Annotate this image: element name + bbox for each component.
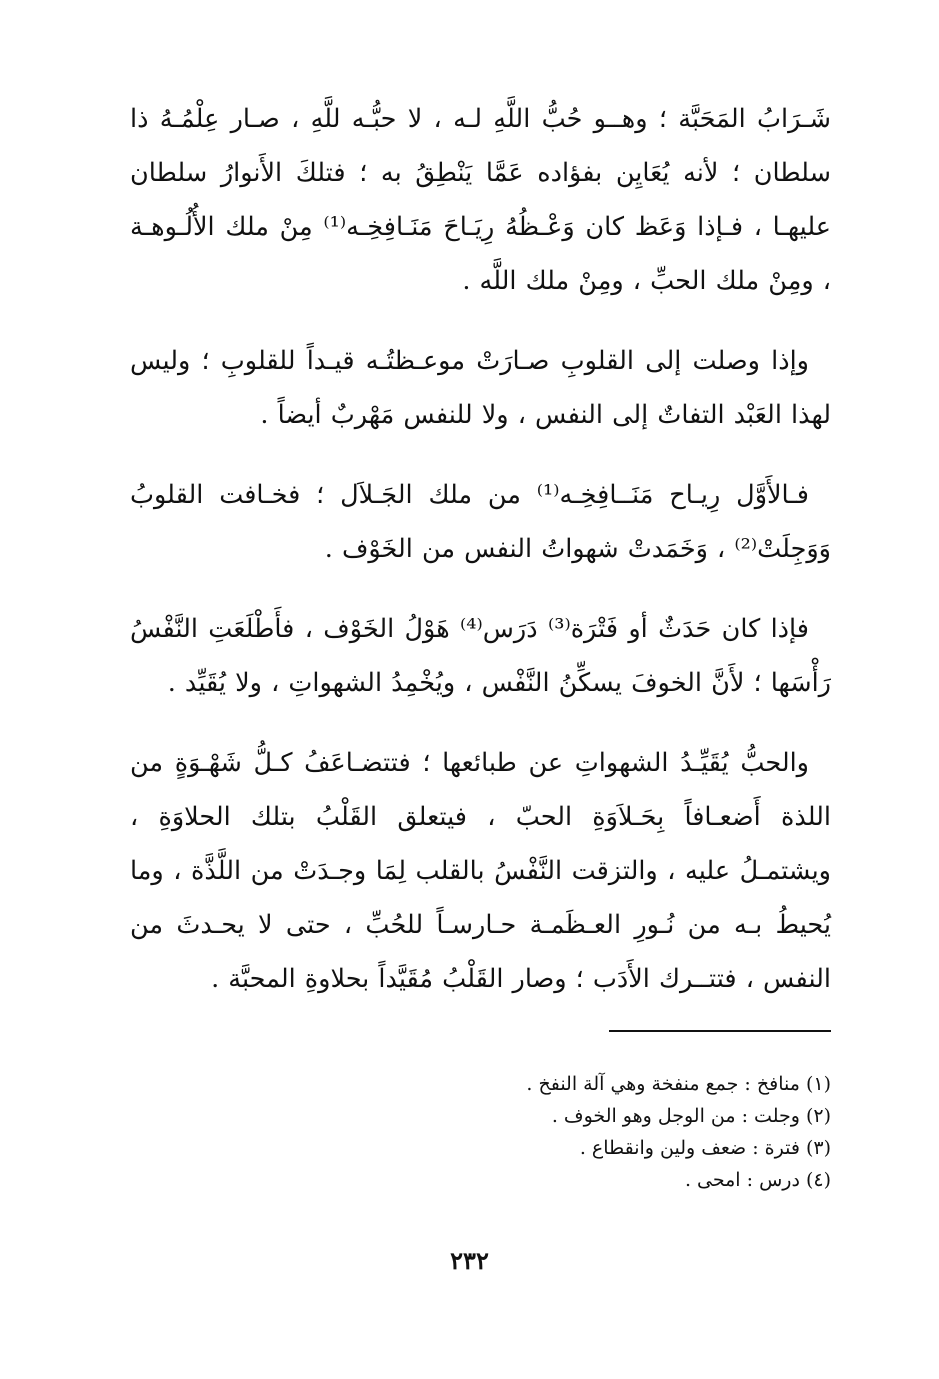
paragraph-5: والحبُّ يُقَيِّـدُ الشهواتِ عن طبائعها ؛ فتتضـاعَفُ كـلُّ شَهْـوَةٍ من اللذة أَضعـافاً بِحَـلاَوَةِ الحبّ ، فيتعلق القَلْبُ بتلك الحلاوَةِ ، ويشتمـلُ عليه ، والتزقت النَّفْسُ بالقلب لِمَا وجـدَتْ من اللَّذَّة ، وما يُحيطُ بـه من نُـورِ العـظَمـة حـارسـاً للحُبِّ ، حتى لا يحـدثَ من النفس ، فتتــرك الأَدَب ؛ وصار القَلْبُ مُقَيَّداً بحلاوةِ المحبَّة . (130, 748, 831, 994)
footnote-4: (٤) درس : امحى . (684, 1169, 831, 1191)
footnote-3: (٣) فترة : ضعف ولين وانقطاع . (579, 1137, 831, 1159)
main-text (130, 92, 831, 1032)
footnote-2: (٢) وجلت : من الوجل وهو الخوف . (551, 1105, 831, 1127)
page-number: ٢٣٢ (450, 1246, 489, 1275)
footnotes (130, 1068, 831, 1196)
paragraph-2: وإذا وصلت إلى القلوبِ صـارَتْ موعـظتُـه قيـداً للقلوبِ ؛ وليس لهذا العَبْد التفاتٌ إلى النفس ، ولا للنفس مَهْربٌ أيضاً . (130, 346, 831, 430)
paragraph-4: فإذا كان حَدَثٌ أو فَتْرَة⁽³⁾ دَرَس⁽⁴⁾ هَوْلُ الخَوْف ، فأَطْلَعَتِ النَّفْسُ رَأْسَها ؛ لأَنَّ الخوفَ يسكِّنُ النَّفْس ، ويُخْمِدُ الشهواتِ ، ولا يُقَيِّد . (130, 614, 831, 698)
footnote-1: (١) منافخ : جمع منفخة وهي آلة النفخ . (526, 1073, 831, 1095)
paragraph-3: فـالأَوَّل رِيـاح مَنَــافِخِـه⁽¹⁾ من ملك الجَـلاَل ؛ فخـافت القلوبُ وَوَجِلَتْ⁽²⁾ ، وَخَمَدتْ شهواتُ النفس من الخَوْف . (130, 480, 831, 564)
paragraph-1: شَـرَابُ المَحَبَّة ؛ وهــو حُبُّ اللَّهِ لـه ، لا حبُّـه للَّهِ ، صـار عِلْمُـهُ ذا سلطان ؛ لأنه يُعَايِن بفؤاده عَمَّا يَنْطِقُ به ؛ فتلكَ الأَنوارُ سلطان عليهـا ، فـإذا وَعَظ كان وَعْـظُهُ رِيَـاحَ مَنَـافِخِـه⁽¹⁾ مِنْ ملك الأُلُـوهـة ، ومِنْ ملك الحبِّ ، ومِنْ ملك اللَّه . (130, 104, 831, 296)
footnote-separator (609, 1030, 831, 1032)
